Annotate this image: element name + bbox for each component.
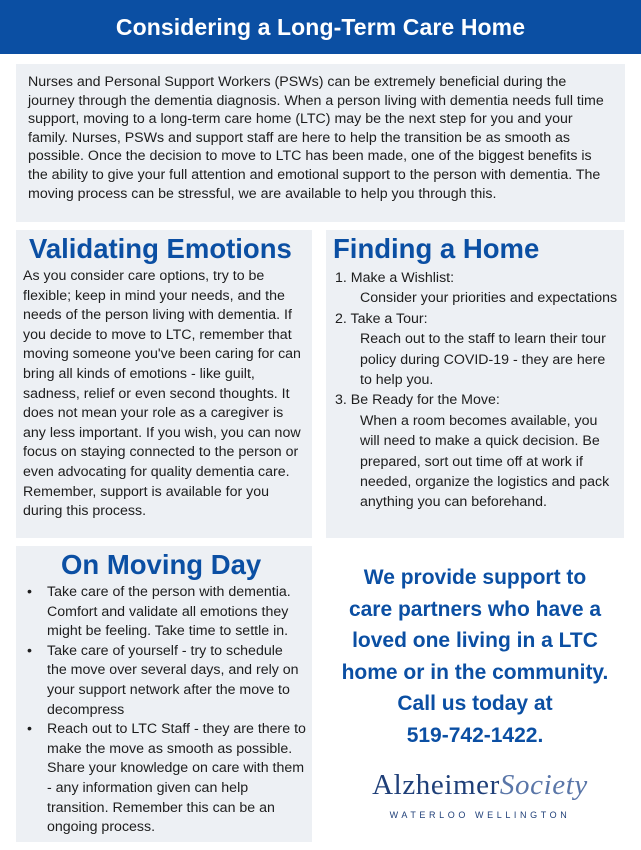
logo-wordmark	[350, 768, 610, 802]
support-call-to-action	[326, 562, 624, 751]
logo-word-alzheimer: Alzheimer	[372, 769, 500, 801]
finding-a-home-heading: Finding a Home	[333, 233, 540, 264]
finding-a-home-panel	[326, 230, 624, 538]
cta-line: Call us today at	[397, 692, 553, 715]
logo-region: WATERLOO WELLINGTON	[389, 810, 571, 820]
list-item	[333, 268, 618, 309]
page-title: Considering a Long-Term Care Home	[115, 13, 526, 40]
bullet-icon: •	[27, 584, 32, 600]
page-header	[0, 0, 641, 54]
step-detail: Reach out to the staff to learn their tour policy during COVID-19 - they are here to help you.	[360, 331, 606, 389]
cta-line: loved one living in a LTC	[352, 629, 598, 652]
validating-emotions-panel	[16, 230, 312, 538]
list-item	[23, 720, 306, 838]
alzheimer-society-logo	[350, 768, 610, 820]
intro-text: Nurses and Personal Support Workers (PSWs) can be extremely beneficial during the journey through the dementia diagnosis. When a person living with dementia needs full time support, moving to a long-term care home (LTC) may be the next step for you and your family. Nurses, PSWs and support staff are here to help the transition be as smooth as possible. Once the decision to move to LTC has been made, one of the biggest benefits is the ability to give your full attention and emotional support to the person with dementia. The moving process can be stressful, we are available to help you through this.	[28, 74, 604, 202]
list-item	[333, 390, 618, 512]
validating-emotions-text: As you consider care options, try to be flexible; keep in mind your needs, and the needs of the person living with dementia. If you decide to move to LTC, remember that moving someone you've been caring for can bring all kinds of emotions - like guilt, sadness, relief or even second thoughts. It does not mean your role as a caregiver is any less important. If you wish, you can now focus on staying connected to the person or even advocating for quality dementia care. Remember, support is available for you during this process.	[23, 268, 301, 520]
moving-bullets-list	[23, 583, 306, 838]
step-detail: Consider your priorities and expectations	[360, 290, 618, 307]
phone-number: 519-742-1422.	[406, 723, 544, 747]
on-moving-day-panel	[16, 546, 312, 842]
bullet-icon: •	[27, 642, 32, 659]
cta-line: care partners who have a	[348, 597, 602, 621]
finding-steps-list	[333, 268, 618, 513]
bullet-text: Take care of the person with dementia. Comfort and validate all emotions they might be feeling. Take time to settle in.	[47, 584, 291, 640]
step-title: 3. Be Ready for the Move:	[335, 392, 500, 409]
list-item	[23, 642, 306, 720]
bullet-text: Reach out to LTC Staff - they are there to make the move as smooth as possible. Share your knowledge on care with them - any information given can help transition. Remember this can be an ongoing process.	[47, 721, 306, 836]
bullet-text: Take care of yourself - try to schedule the move over several days, and rely on your support network after the move to decompress	[47, 642, 299, 718]
logo-word-society: Society	[499, 769, 588, 801]
list-item	[333, 309, 618, 391]
cta-line: We provide support to	[363, 566, 587, 589]
step-title: 2. Take a Tour:	[335, 310, 428, 327]
on-moving-day-heading: On Moving Day	[61, 549, 262, 580]
intro-panel	[16, 64, 625, 222]
list-item	[23, 583, 306, 642]
bullet-icon: •	[27, 721, 32, 738]
validating-emotions-heading: Validating Emotions	[29, 233, 292, 264]
step-title: 1. Make a Wishlist:	[335, 270, 455, 286]
cta-line: home or in the community.	[341, 660, 609, 684]
step-detail: When a room becomes available, you will need to make a quick decision. Be prepared, sort out time off at work if needed, organize the logistics and pack anything you can beforehand.	[360, 412, 610, 511]
